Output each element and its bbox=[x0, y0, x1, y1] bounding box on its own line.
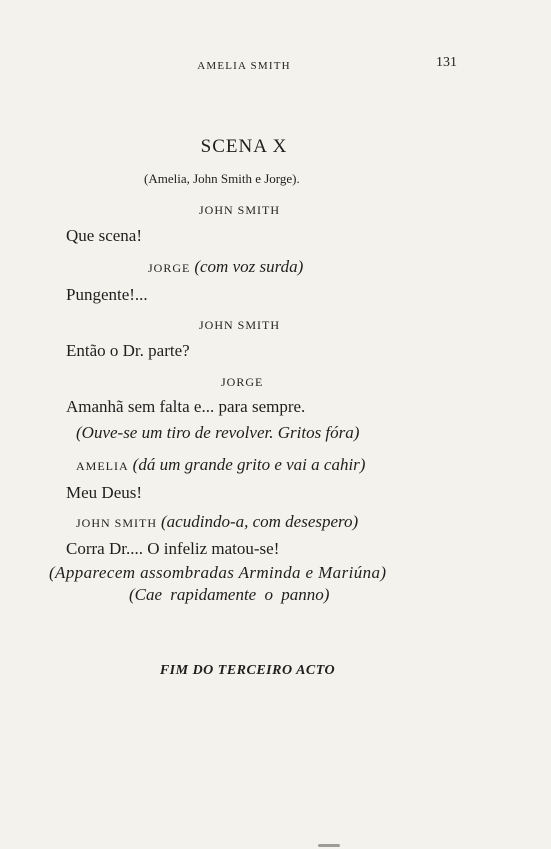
dialogue-line: Corra Dr.... O infeliz matou-se! bbox=[66, 539, 280, 558]
stage-direction: (Cae rapidamente o panno) bbox=[129, 585, 330, 604]
dialogue-line: Meu Deus! bbox=[66, 483, 143, 502]
speaker-heading bbox=[148, 257, 303, 277]
speaker-name: JOHN SMITH bbox=[199, 318, 281, 332]
page-number: 131 bbox=[436, 55, 457, 70]
stage-direction: (Apparecem assombradas Arminda e Mariúna) bbox=[49, 563, 387, 582]
dialogue-line: Então o Dr. parte? bbox=[66, 341, 190, 360]
speaker-name: JOHN SMITH bbox=[199, 203, 281, 217]
stage-direction: (com voz surda) bbox=[194, 257, 304, 276]
dialogue-line: Pungente!... bbox=[66, 285, 148, 304]
dialogue-line: Amanhã sem falta e... para sempre. bbox=[66, 397, 306, 416]
ink-smudge bbox=[318, 844, 340, 847]
act-end: FIM DO TERCEIRO ACTO bbox=[159, 663, 336, 678]
speaker-name: JORGE bbox=[221, 375, 264, 389]
speaker-heading bbox=[76, 512, 358, 532]
stage-direction: (Ouve-se um tiro de revolver. Gritos fóra) bbox=[76, 423, 360, 442]
scene-characters: (Amelia, John Smith e Jorge). bbox=[144, 171, 300, 186]
stage-direction: (dá um grande grito e vai a cahir) bbox=[132, 455, 366, 474]
scene-title: SCENA X bbox=[200, 136, 288, 157]
dialogue-line: Que scena! bbox=[66, 226, 142, 245]
stage-direction: (acudindo-a, com desespero) bbox=[161, 512, 359, 531]
speaker-name: JOHN SMITH bbox=[76, 516, 158, 530]
speaker-heading bbox=[76, 455, 365, 475]
speaker-name: JORGE bbox=[148, 261, 191, 275]
running-header: AMELIA SMITH bbox=[197, 60, 291, 72]
speaker-name: AMELIA bbox=[76, 459, 129, 473]
